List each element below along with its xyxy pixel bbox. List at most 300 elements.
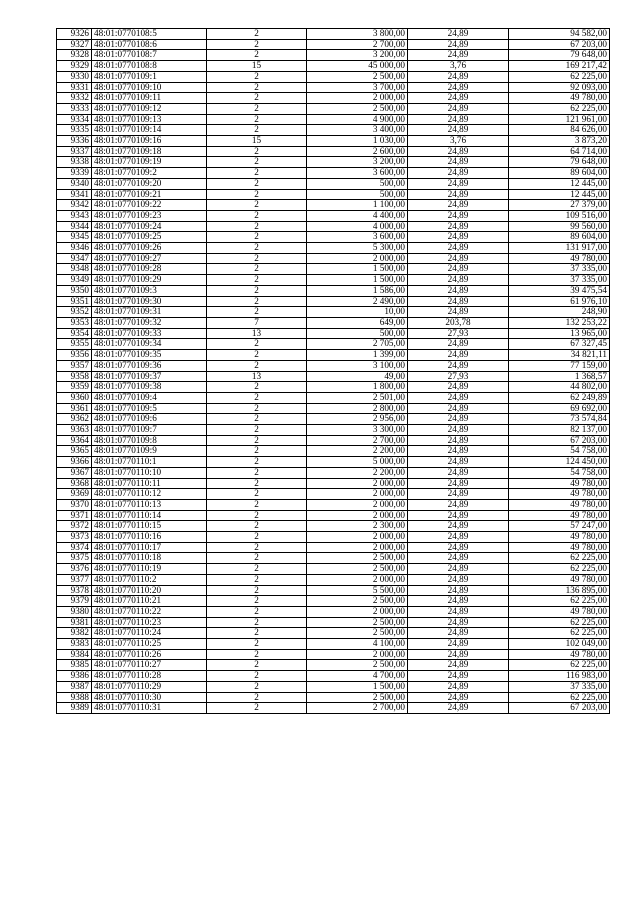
table-row	[57, 639, 610, 650]
area-value-cell: 2 200,00	[307, 467, 408, 478]
cadastral-number-cell: 48:01:0770108:7	[92, 50, 207, 61]
cadastral-value-cell: 12 445,00	[509, 178, 610, 189]
table-row	[57, 168, 610, 179]
cadastral-number-cell: 48:01:0770109:26	[92, 243, 207, 254]
area-value-cell: 649,00	[307, 317, 408, 328]
category-code-cell: 2	[207, 510, 307, 521]
row-number-cell: 9359	[57, 382, 92, 393]
rate-value-cell: 24,89	[408, 585, 509, 596]
cadastral-value-cell: 132 253,22	[509, 317, 610, 328]
cadastral-number-cell: 48:01:0770109:31	[92, 307, 207, 318]
rate-value-cell: 24,89	[408, 414, 509, 425]
cadastral-value-cell: 37 335,00	[509, 264, 610, 275]
cadastral-value-cell: 89 604,00	[509, 232, 610, 243]
area-value-cell: 500,00	[307, 189, 408, 200]
table-row	[57, 178, 610, 189]
row-number-cell: 9329	[57, 61, 92, 72]
category-code-cell: 2	[207, 168, 307, 179]
cadastral-number-cell: 48:01:0770109:33	[92, 328, 207, 339]
cadastral-value-cell: 67 203,00	[509, 703, 610, 714]
cadastral-value-cell: 116 983,00	[509, 671, 610, 682]
area-value-cell: 2 000,00	[307, 542, 408, 553]
area-value-cell: 2 000,00	[307, 510, 408, 521]
table-row	[57, 71, 610, 82]
cadastral-number-cell: 48:01:0770110:2	[92, 574, 207, 585]
row-number-cell: 9381	[57, 617, 92, 628]
cadastral-value-cell: 34 821,11	[509, 350, 610, 361]
rate-value-cell: 24,89	[408, 232, 509, 243]
row-number-cell: 9379	[57, 596, 92, 607]
area-value-cell: 2 705,00	[307, 339, 408, 350]
area-value-cell: 3 300,00	[307, 425, 408, 436]
cadastral-value-cell: 84 626,00	[509, 125, 610, 136]
row-number-cell: 9358	[57, 371, 92, 382]
row-number-cell: 9374	[57, 542, 92, 553]
category-code-cell: 2	[207, 703, 307, 714]
area-value-cell: 2 000,00	[307, 253, 408, 264]
cadastral-value-table	[56, 28, 610, 714]
row-number-cell: 9337	[57, 146, 92, 157]
table-row	[57, 317, 610, 328]
rate-value-cell: 24,89	[408, 39, 509, 50]
cadastral-value-cell: 79 648,00	[509, 157, 610, 168]
area-value-cell: 2 500,00	[307, 564, 408, 575]
area-value-cell: 1 500,00	[307, 275, 408, 286]
area-value-cell: 2 500,00	[307, 103, 408, 114]
cadastral-value-cell: 39 475,54	[509, 285, 610, 296]
rate-value-cell: 24,89	[408, 253, 509, 264]
area-value-cell: 2 000,00	[307, 649, 408, 660]
cadastral-number-cell: 48:01:0770110:26	[92, 649, 207, 660]
category-code-cell: 2	[207, 200, 307, 211]
rate-value-cell: 24,89	[408, 157, 509, 168]
cadastral-value-cell: 102 049,00	[509, 639, 610, 650]
row-number-cell: 9327	[57, 39, 92, 50]
area-value-cell: 2 000,00	[307, 93, 408, 104]
area-value-cell: 1 100,00	[307, 200, 408, 211]
category-code-cell: 2	[207, 39, 307, 50]
cadastral-value-cell: 61 976,10	[509, 296, 610, 307]
table-row	[57, 360, 610, 371]
row-number-cell: 9342	[57, 200, 92, 211]
cadastral-value-cell: 94 582,00	[509, 29, 610, 40]
area-value-cell: 2 200,00	[307, 446, 408, 457]
rate-value-cell: 24,89	[408, 692, 509, 703]
row-number-cell: 9332	[57, 93, 92, 104]
category-code-cell: 2	[207, 542, 307, 553]
table-row	[57, 114, 610, 125]
cadastral-number-cell: 48:01:0770110:27	[92, 660, 207, 671]
category-code-cell: 2	[207, 446, 307, 457]
document-page	[56, 28, 609, 714]
area-value-cell: 1 500,00	[307, 264, 408, 275]
row-number-cell: 9338	[57, 157, 92, 168]
table-row	[57, 435, 610, 446]
cadastral-number-cell: 48:01:0770110:13	[92, 499, 207, 510]
area-value-cell: 5 500,00	[307, 585, 408, 596]
cadastral-number-cell: 48:01:0770109:29	[92, 275, 207, 286]
category-code-cell: 2	[207, 210, 307, 221]
cadastral-number-cell: 48:01:0770110:28	[92, 671, 207, 682]
area-value-cell: 10,00	[307, 307, 408, 318]
table-row	[57, 210, 610, 221]
rate-value-cell: 24,89	[408, 264, 509, 275]
table-row	[57, 692, 610, 703]
cadastral-value-cell: 49 780,00	[509, 93, 610, 104]
cadastral-number-cell: 48:01:0770109:35	[92, 350, 207, 361]
area-value-cell: 500,00	[307, 328, 408, 339]
table-row	[57, 489, 610, 500]
area-value-cell: 4 400,00	[307, 210, 408, 221]
area-value-cell: 45 000,00	[307, 61, 408, 72]
rate-value-cell: 24,89	[408, 114, 509, 125]
row-number-cell: 9387	[57, 681, 92, 692]
table-row	[57, 446, 610, 457]
table-row	[57, 585, 610, 596]
area-value-cell: 4 100,00	[307, 639, 408, 650]
category-code-cell: 2	[207, 189, 307, 200]
row-number-cell: 9375	[57, 553, 92, 564]
table-row	[57, 285, 610, 296]
row-number-cell: 9340	[57, 178, 92, 189]
cadastral-value-cell: 3 873,20	[509, 136, 610, 147]
category-code-cell: 2	[207, 307, 307, 318]
table-body	[57, 29, 610, 714]
rate-value-cell: 24,89	[408, 307, 509, 318]
row-number-cell: 9386	[57, 671, 92, 682]
category-code-cell: 2	[207, 243, 307, 254]
category-code-cell: 2	[207, 232, 307, 243]
cadastral-number-cell: 48:01:0770109:7	[92, 425, 207, 436]
category-code-cell: 2	[207, 339, 307, 350]
area-value-cell: 49,00	[307, 371, 408, 382]
table-row	[57, 392, 610, 403]
row-number-cell: 9385	[57, 660, 92, 671]
row-number-cell: 9371	[57, 510, 92, 521]
category-code-cell: 2	[207, 50, 307, 61]
row-number-cell: 9345	[57, 232, 92, 243]
rate-value-cell: 24,89	[408, 467, 509, 478]
area-value-cell: 2 700,00	[307, 39, 408, 50]
area-value-cell: 500,00	[307, 178, 408, 189]
cadastral-number-cell: 48:01:0770110:11	[92, 478, 207, 489]
rate-value-cell: 24,89	[408, 275, 509, 286]
row-number-cell: 9367	[57, 467, 92, 478]
cadastral-value-cell: 62 225,00	[509, 564, 610, 575]
cadastral-number-cell: 48:01:0770110:30	[92, 692, 207, 703]
cadastral-value-cell: 49 780,00	[509, 574, 610, 585]
cadastral-number-cell: 48:01:0770109:27	[92, 253, 207, 264]
cadastral-number-cell: 48:01:0770110:12	[92, 489, 207, 500]
row-number-cell: 9351	[57, 296, 92, 307]
row-number-cell: 9360	[57, 392, 92, 403]
table-row	[57, 253, 610, 264]
row-number-cell: 9330	[57, 71, 92, 82]
cadastral-value-cell: 62 225,00	[509, 628, 610, 639]
area-value-cell: 2 000,00	[307, 478, 408, 489]
rate-value-cell: 24,89	[408, 71, 509, 82]
area-value-cell: 1 800,00	[307, 382, 408, 393]
category-code-cell: 2	[207, 671, 307, 682]
row-number-cell: 9377	[57, 574, 92, 585]
cadastral-value-cell: 49 780,00	[509, 649, 610, 660]
row-number-cell: 9336	[57, 136, 92, 147]
table-row	[57, 521, 610, 532]
category-code-cell: 2	[207, 350, 307, 361]
rate-value-cell: 3,76	[408, 61, 509, 72]
cadastral-number-cell: 48:01:0770109:18	[92, 146, 207, 157]
cadastral-value-cell: 136 895,00	[509, 585, 610, 596]
rate-value-cell: 24,89	[408, 243, 509, 254]
area-value-cell: 2 000,00	[307, 499, 408, 510]
table-row	[57, 200, 610, 211]
cadastral-number-cell: 48:01:0770109:32	[92, 317, 207, 328]
rate-value-cell: 24,89	[408, 125, 509, 136]
rate-value-cell: 24,89	[408, 221, 509, 232]
row-number-cell: 9373	[57, 532, 92, 543]
rate-value-cell: 24,89	[408, 189, 509, 200]
rate-value-cell: 24,89	[408, 82, 509, 93]
cadastral-value-cell: 62 225,00	[509, 596, 610, 607]
cadastral-value-cell: 49 780,00	[509, 542, 610, 553]
row-number-cell: 9369	[57, 489, 92, 500]
category-code-cell: 7	[207, 317, 307, 328]
category-code-cell: 2	[207, 360, 307, 371]
cadastral-value-cell: 49 780,00	[509, 606, 610, 617]
area-value-cell: 1 500,00	[307, 681, 408, 692]
cadastral-value-cell: 49 780,00	[509, 510, 610, 521]
row-number-cell: 9376	[57, 564, 92, 575]
category-code-cell: 2	[207, 681, 307, 692]
cadastral-value-cell: 62 225,00	[509, 71, 610, 82]
cadastral-value-cell: 54 758,00	[509, 467, 610, 478]
rate-value-cell: 27,93	[408, 371, 509, 382]
rate-value-cell: 24,89	[408, 296, 509, 307]
table-row	[57, 499, 610, 510]
category-code-cell: 2	[207, 617, 307, 628]
row-number-cell: 9384	[57, 649, 92, 660]
rate-value-cell: 24,89	[408, 510, 509, 521]
area-value-cell: 2 800,00	[307, 403, 408, 414]
rate-value-cell: 24,89	[408, 649, 509, 660]
row-number-cell: 9341	[57, 189, 92, 200]
area-value-cell: 2 501,00	[307, 392, 408, 403]
cadastral-value-cell: 131 917,00	[509, 243, 610, 254]
cadastral-value-cell: 109 516,00	[509, 210, 610, 221]
cadastral-value-cell: 37 335,00	[509, 681, 610, 692]
area-value-cell: 2 500,00	[307, 71, 408, 82]
table-row	[57, 157, 610, 168]
category-code-cell: 2	[207, 425, 307, 436]
area-value-cell: 4 700,00	[307, 671, 408, 682]
category-code-cell: 15	[207, 61, 307, 72]
rate-value-cell: 3,76	[408, 136, 509, 147]
rate-value-cell: 24,89	[408, 574, 509, 585]
cadastral-number-cell: 48:01:0770110:22	[92, 606, 207, 617]
rate-value-cell: 24,89	[408, 617, 509, 628]
row-number-cell: 9331	[57, 82, 92, 93]
rate-value-cell: 24,89	[408, 703, 509, 714]
category-code-cell: 2	[207, 521, 307, 532]
cadastral-number-cell: 48:01:0770109:16	[92, 136, 207, 147]
category-code-cell: 2	[207, 532, 307, 543]
cadastral-number-cell: 48:01:0770109:22	[92, 200, 207, 211]
cadastral-number-cell: 48:01:0770110:25	[92, 639, 207, 650]
rate-value-cell: 24,89	[408, 29, 509, 40]
category-code-cell: 2	[207, 178, 307, 189]
table-row	[57, 457, 610, 468]
rate-value-cell: 24,89	[408, 403, 509, 414]
cadastral-value-cell: 49 780,00	[509, 489, 610, 500]
category-code-cell: 2	[207, 553, 307, 564]
cadastral-number-cell: 48:01:0770110:18	[92, 553, 207, 564]
cadastral-number-cell: 48:01:0770108:5	[92, 29, 207, 40]
rate-value-cell: 203,78	[408, 317, 509, 328]
table-row	[57, 328, 610, 339]
area-value-cell: 1 030,00	[307, 136, 408, 147]
rate-value-cell: 24,89	[408, 606, 509, 617]
area-value-cell: 2 490,00	[307, 296, 408, 307]
rate-value-cell: 24,89	[408, 339, 509, 350]
cadastral-number-cell: 48:01:0770109:8	[92, 435, 207, 446]
category-code-cell: 2	[207, 414, 307, 425]
table-row	[57, 564, 610, 575]
category-code-cell: 2	[207, 499, 307, 510]
area-value-cell: 3 400,00	[307, 125, 408, 136]
area-value-cell: 2 956,00	[307, 414, 408, 425]
category-code-cell: 2	[207, 82, 307, 93]
cadastral-number-cell: 48:01:0770109:25	[92, 232, 207, 243]
area-value-cell: 2 700,00	[307, 435, 408, 446]
area-value-cell: 2 000,00	[307, 574, 408, 585]
rate-value-cell: 24,89	[408, 103, 509, 114]
row-number-cell: 9364	[57, 435, 92, 446]
cadastral-number-cell: 48:01:0770109:38	[92, 382, 207, 393]
cadastral-value-cell: 67 327,45	[509, 339, 610, 350]
cadastral-value-cell: 248,90	[509, 307, 610, 318]
cadastral-value-cell: 62 225,00	[509, 103, 610, 114]
table-row	[57, 403, 610, 414]
area-value-cell: 4 000,00	[307, 221, 408, 232]
cadastral-number-cell: 48:01:0770109:9	[92, 446, 207, 457]
row-number-cell: 9334	[57, 114, 92, 125]
table-row	[57, 606, 610, 617]
rate-value-cell: 24,89	[408, 360, 509, 371]
cadastral-number-cell: 48:01:0770109:12	[92, 103, 207, 114]
area-value-cell: 2 000,00	[307, 489, 408, 500]
table-row	[57, 649, 610, 660]
cadastral-number-cell: 48:01:0770110:1	[92, 457, 207, 468]
cadastral-value-cell: 12 445,00	[509, 189, 610, 200]
rate-value-cell: 27,93	[408, 328, 509, 339]
category-code-cell: 2	[207, 606, 307, 617]
rate-value-cell: 24,89	[408, 435, 509, 446]
row-number-cell: 9352	[57, 307, 92, 318]
cadastral-value-cell: 89 604,00	[509, 168, 610, 179]
cadastral-value-cell: 62 225,00	[509, 692, 610, 703]
table-row	[57, 671, 610, 682]
rate-value-cell: 24,89	[408, 93, 509, 104]
table-row	[57, 29, 610, 40]
row-number-cell: 9363	[57, 425, 92, 436]
table-row	[57, 478, 610, 489]
row-number-cell: 9348	[57, 264, 92, 275]
table-row	[57, 542, 610, 553]
cadastral-value-cell: 169 217,42	[509, 61, 610, 72]
cadastral-number-cell: 48:01:0770109:36	[92, 360, 207, 371]
category-code-cell: 2	[207, 382, 307, 393]
table-row	[57, 39, 610, 50]
rate-value-cell: 24,89	[408, 457, 509, 468]
table-row	[57, 103, 610, 114]
table-row	[57, 189, 610, 200]
rate-value-cell: 24,89	[408, 168, 509, 179]
row-number-cell: 9383	[57, 639, 92, 650]
category-code-cell: 2	[207, 392, 307, 403]
cadastral-number-cell: 48:01:0770109:14	[92, 125, 207, 136]
rate-value-cell: 24,89	[408, 285, 509, 296]
table-row	[57, 510, 610, 521]
cadastral-value-cell: 54 758,00	[509, 446, 610, 457]
cadastral-value-cell: 67 203,00	[509, 39, 610, 50]
rate-value-cell: 24,89	[408, 564, 509, 575]
area-value-cell: 3 200,00	[307, 157, 408, 168]
table-row	[57, 243, 610, 254]
table-row	[57, 425, 610, 436]
rate-value-cell: 24,89	[408, 681, 509, 692]
rate-value-cell: 24,89	[408, 382, 509, 393]
row-number-cell: 9389	[57, 703, 92, 714]
row-number-cell: 9353	[57, 317, 92, 328]
table-row	[57, 50, 610, 61]
cadastral-number-cell: 48:01:0770110:20	[92, 585, 207, 596]
area-value-cell: 2 000,00	[307, 606, 408, 617]
row-number-cell: 9382	[57, 628, 92, 639]
area-value-cell: 2 500,00	[307, 596, 408, 607]
cadastral-number-cell: 48:01:0770110:14	[92, 510, 207, 521]
cadastral-number-cell: 48:01:0770110:19	[92, 564, 207, 575]
area-value-cell: 5 000,00	[307, 457, 408, 468]
category-code-cell: 2	[207, 628, 307, 639]
cadastral-value-cell: 67 203,00	[509, 435, 610, 446]
rate-value-cell: 24,89	[408, 50, 509, 61]
table-row	[57, 628, 610, 639]
area-value-cell: 2 300,00	[307, 521, 408, 532]
rate-value-cell: 24,89	[408, 596, 509, 607]
rate-value-cell: 24,89	[408, 553, 509, 564]
table-row	[57, 382, 610, 393]
table-row	[57, 82, 610, 93]
cadastral-value-cell: 49 780,00	[509, 253, 610, 264]
cadastral-value-cell: 57 247,00	[509, 521, 610, 532]
area-value-cell: 2 500,00	[307, 660, 408, 671]
category-code-cell: 15	[207, 136, 307, 147]
table-row	[57, 221, 610, 232]
row-number-cell: 9333	[57, 103, 92, 114]
area-value-cell: 4 900,00	[307, 114, 408, 125]
category-code-cell: 2	[207, 457, 307, 468]
category-code-cell: 2	[207, 275, 307, 286]
table-row	[57, 414, 610, 425]
cadastral-number-cell: 48:01:0770109:5	[92, 403, 207, 414]
cadastral-value-cell: 62 225,00	[509, 553, 610, 564]
category-code-cell: 2	[207, 114, 307, 125]
rate-value-cell: 24,89	[408, 628, 509, 639]
category-code-cell: 2	[207, 639, 307, 650]
cadastral-number-cell: 48:01:0770109:21	[92, 189, 207, 200]
table-row	[57, 617, 610, 628]
rate-value-cell: 24,89	[408, 478, 509, 489]
